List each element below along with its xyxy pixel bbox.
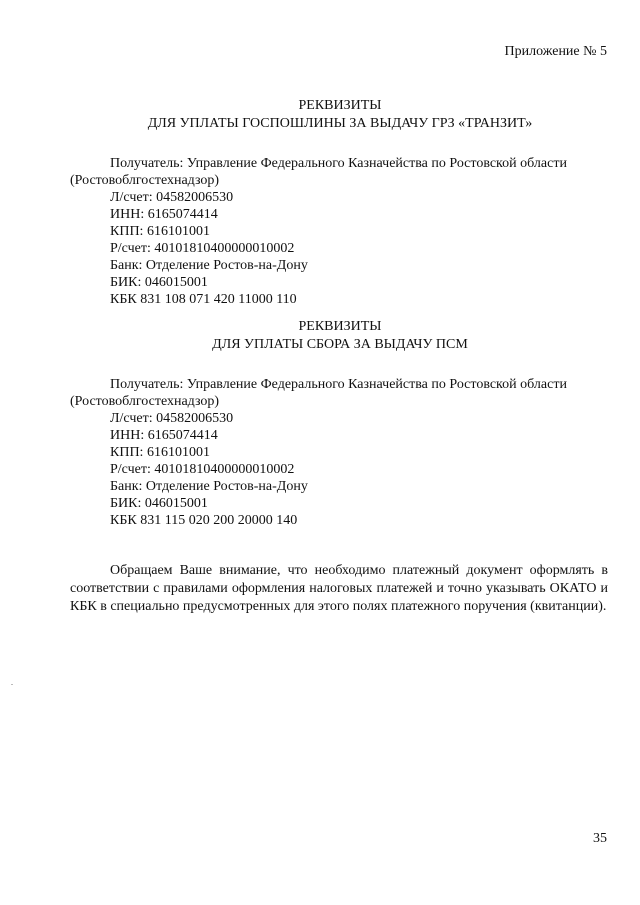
section-heading-subtitle: ДЛЯ УПЛАТЫ СБОРА ЗА ВЫДАЧУ ПСМ <box>212 337 468 352</box>
recipient-line: Получатель: Управление Федерального Казначейства по Ростовской области <box>110 156 567 171</box>
section-heading-subtitle: ДЛЯ УПЛАТЫ ГОСПОШЛИНЫ ЗА ВЫДАЧУ ГРЗ «ТРАНЗИТ» <box>147 116 533 131</box>
notice-paragraph <box>70 562 608 616</box>
kpp-value: КПП: 616101001 <box>110 224 210 239</box>
bank-name: Банк: Отделение Ростов-на-Дону <box>110 479 308 494</box>
requisites-section-psm-fee <box>70 318 610 529</box>
section-heading <box>70 97 610 133</box>
scan-speck <box>11 684 13 685</box>
recipient-org: (Ростовоблгостехнадзор) <box>70 394 220 409</box>
bik-value: БИК: 046015001 <box>110 275 208 290</box>
section-heading-title: РЕКВИЗИТЫ <box>298 319 382 334</box>
settlement-account: Р/счет: 40101810400000010002 <box>110 241 295 256</box>
requisites-details <box>70 376 610 529</box>
personal-account: Л/счет: 04582006530 <box>110 190 234 205</box>
inn-value: ИНН: 6165074414 <box>110 207 218 222</box>
notice-text: Обращаем Ваше внимание, что необходимо платежный документ оформлять в соответствии с правилами оформления налоговых платежей и точно указывать ОКАТО и КБК в специально предусмотренных для этого полях платежного поручения (квитанции). <box>70 563 608 614</box>
page-number: 35 <box>593 831 607 846</box>
requisites-section-state-fee <box>70 97 610 308</box>
recipient-org: (Ростовоблгостехнадзор) <box>70 173 220 188</box>
personal-account: Л/счет: 04582006530 <box>110 411 234 426</box>
inn-value: ИНН: 6165074414 <box>110 428 218 443</box>
bank-name: Банк: Отделение Ростов-на-Дону <box>110 258 308 273</box>
kbk-value: КБК 831 108 071 420 11000 110 <box>110 292 297 307</box>
requisites-details <box>70 155 610 308</box>
recipient-line: Получатель: Управление Федерального Казначейства по Ростовской области <box>110 377 567 392</box>
appendix-label: Приложение № 5 <box>504 44 607 59</box>
kbk-value: КБК 831 115 020 200 20000 140 <box>110 513 298 528</box>
kpp-value: КПП: 616101001 <box>110 445 210 460</box>
bik-value: БИК: 046015001 <box>110 496 208 511</box>
section-heading <box>70 318 610 354</box>
settlement-account: Р/счет: 40101810400000010002 <box>110 462 295 477</box>
section-heading-title: РЕКВИЗИТЫ <box>298 98 382 113</box>
